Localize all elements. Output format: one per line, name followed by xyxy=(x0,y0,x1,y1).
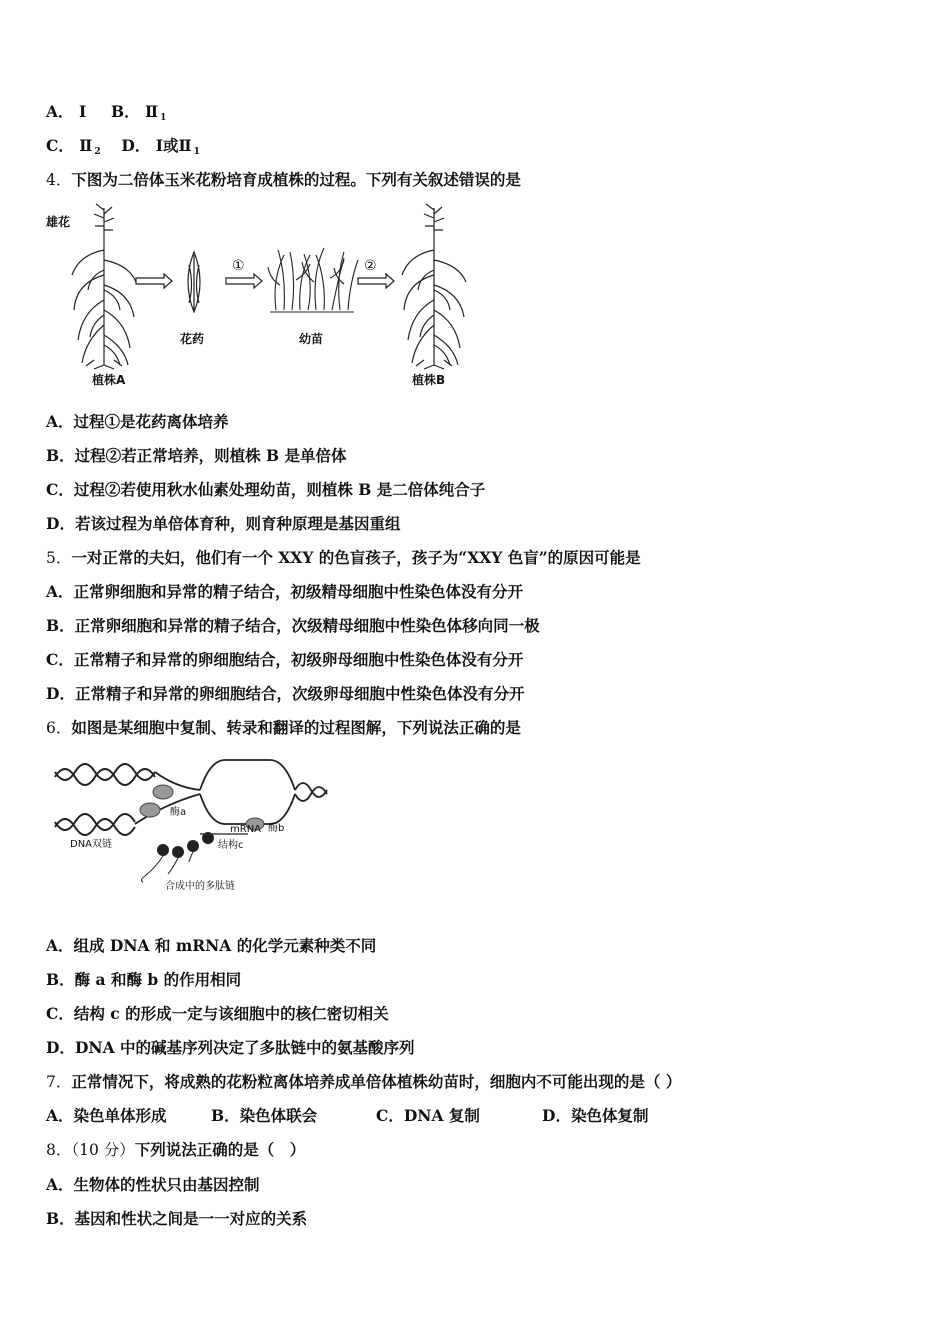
plant-a-drawing xyxy=(72,204,136,369)
q7-text: 正常情况下，将成熟的花粉粒离体培养成单倍体植株幼苗时，细胞内不可能出现的是（ ） xyxy=(71,1072,682,1091)
q7-option-d: D．染色体复制 xyxy=(542,1106,649,1125)
q3-option-b-sub: 1 xyxy=(160,113,167,123)
dna-helix-upper xyxy=(55,764,155,785)
anther-drawing xyxy=(188,252,200,312)
enzyme-a-shape xyxy=(153,785,173,799)
q3-option-d-sub: 1 xyxy=(193,147,200,157)
q3-option-c-text: Ⅱ xyxy=(79,136,93,155)
q3-option-c-label: C． xyxy=(46,136,74,155)
q3-option-a-text: Ⅰ xyxy=(78,102,87,121)
structure-c-label: 结构c xyxy=(218,840,244,851)
mrna-label: mRNA xyxy=(230,824,262,835)
anther-label: 花药 xyxy=(180,332,205,346)
step-1-label: ① xyxy=(232,258,245,274)
q4-option-d: D．若该过程为单倍体育种，则育种原理是基因重组 xyxy=(46,514,401,533)
plant-a-label: 植株A xyxy=(92,373,126,387)
plant-b-drawing xyxy=(402,204,466,369)
q5-number: 5． xyxy=(46,549,72,567)
q5-text: 一对正常的夫妇，他们有一个 XXY 的色盲孩子，孩子为“XXY 色盲”的原因可能是 xyxy=(71,548,641,567)
q5-option-c: C．正常精子和异常的卵细胞结合，初级卵母细胞中性染色体没有分开 xyxy=(46,650,524,669)
q4-figure-plant-culture xyxy=(44,200,484,395)
q6-option-d: D．DNA 中的碱基序列决定了多肽链中的氨基酸序列 xyxy=(46,1038,415,1057)
plant-b-label: 植株B xyxy=(412,373,446,387)
q8-stem xyxy=(46,1139,305,1161)
q3-option-b-label: B． xyxy=(111,102,140,121)
q7-number: 7． xyxy=(46,1073,72,1091)
q3-options-row-2 xyxy=(46,135,200,163)
q3-options-row-1 xyxy=(46,101,166,129)
polypeptide-label: 合成中的多肽链 xyxy=(165,881,235,892)
transcription-bubble xyxy=(200,760,327,824)
q5-option-d: D．正常精子和异常的卵细胞结合，次级卵母细胞中性染色体没有分开 xyxy=(46,684,525,703)
q8-option-b: B．基因和性状之间是一一对应的关系 xyxy=(46,1209,308,1228)
q3-option-d-label: D． xyxy=(121,136,151,155)
q4-option-c: C．过程②若使用秋水仙素处理幼苗，则植株 B 是二倍体纯合子 xyxy=(46,480,486,499)
q7-stem xyxy=(46,1071,681,1093)
dna-label: DNA双链 xyxy=(70,839,113,850)
q8-option-a: A．生物体的性状只由基因控制 xyxy=(46,1175,260,1194)
seedling-label: 幼苗 xyxy=(299,332,324,346)
enzyme-a-shape-2 xyxy=(140,803,160,817)
enzyme-a-label: 酶a xyxy=(170,807,187,818)
dna-helix-lower xyxy=(55,814,135,835)
q6-option-a: A．组成 DNA 和 mRNA 的化学元素种类不同 xyxy=(46,936,377,955)
q4-option-a: A．过程①是花药离体培养 xyxy=(46,412,229,431)
q4-option-b: B．过程②若正常培养，则植株 B 是单倍体 xyxy=(46,446,347,465)
q4-number: 4． xyxy=(46,171,72,189)
q6-text: 如图是某细胞中复制、转录和翻译的过程图解，下列说法正确的是 xyxy=(71,718,521,737)
q6-figure-replication xyxy=(50,752,330,902)
q4-text: 下图为二倍体玉米花粉培育成植株的过程。下列有关叙述错误的是 xyxy=(71,170,521,189)
enzyme-b-label: 酶b xyxy=(268,823,285,834)
q4-stem xyxy=(46,169,521,191)
polypeptide-chains xyxy=(141,852,193,882)
arrow-step-1 xyxy=(226,274,262,288)
q6-option-c: C．结构 c 的形成一定与该细胞中的核仁密切相关 xyxy=(46,1004,389,1023)
q8-number: 8． xyxy=(46,1141,72,1159)
step-2-label: ② xyxy=(364,258,377,274)
ribosomes xyxy=(157,832,214,858)
q8-text: 下列说法正确的是（ ） xyxy=(134,1140,306,1159)
q3-option-b-text: Ⅱ xyxy=(145,102,159,121)
arrow-to-anther xyxy=(136,274,172,288)
q6-number: 6． xyxy=(46,719,72,737)
q7-option-b: B．染色体联会 xyxy=(211,1106,318,1125)
q7-option-a: A．染色单体形成 xyxy=(46,1106,167,1125)
seedling-drawing xyxy=(268,248,358,312)
q3-option-d-text: Ⅰ或Ⅱ xyxy=(155,136,192,155)
q7-option-c: C．DNA 复制 xyxy=(376,1106,480,1125)
q8-score: （10 分） xyxy=(71,1141,135,1159)
q5-option-b: B．正常卵细胞和异常的精子结合，次级精母细胞中性染色体移向同一极 xyxy=(46,616,540,635)
arrow-step-2 xyxy=(358,274,394,288)
q3-option-a-label: A． xyxy=(46,102,74,121)
male-flower-label: 雄花 xyxy=(46,215,71,229)
q5-stem xyxy=(46,547,641,569)
q6-stem xyxy=(46,717,521,739)
q6-option-b: B．酶 a 和酶 b 的作用相同 xyxy=(46,970,242,989)
q5-option-a: A．正常卵细胞和异常的精子结合，初级精母细胞中性染色体没有分开 xyxy=(46,582,524,601)
q3-option-c-sub: 2 xyxy=(94,147,101,157)
